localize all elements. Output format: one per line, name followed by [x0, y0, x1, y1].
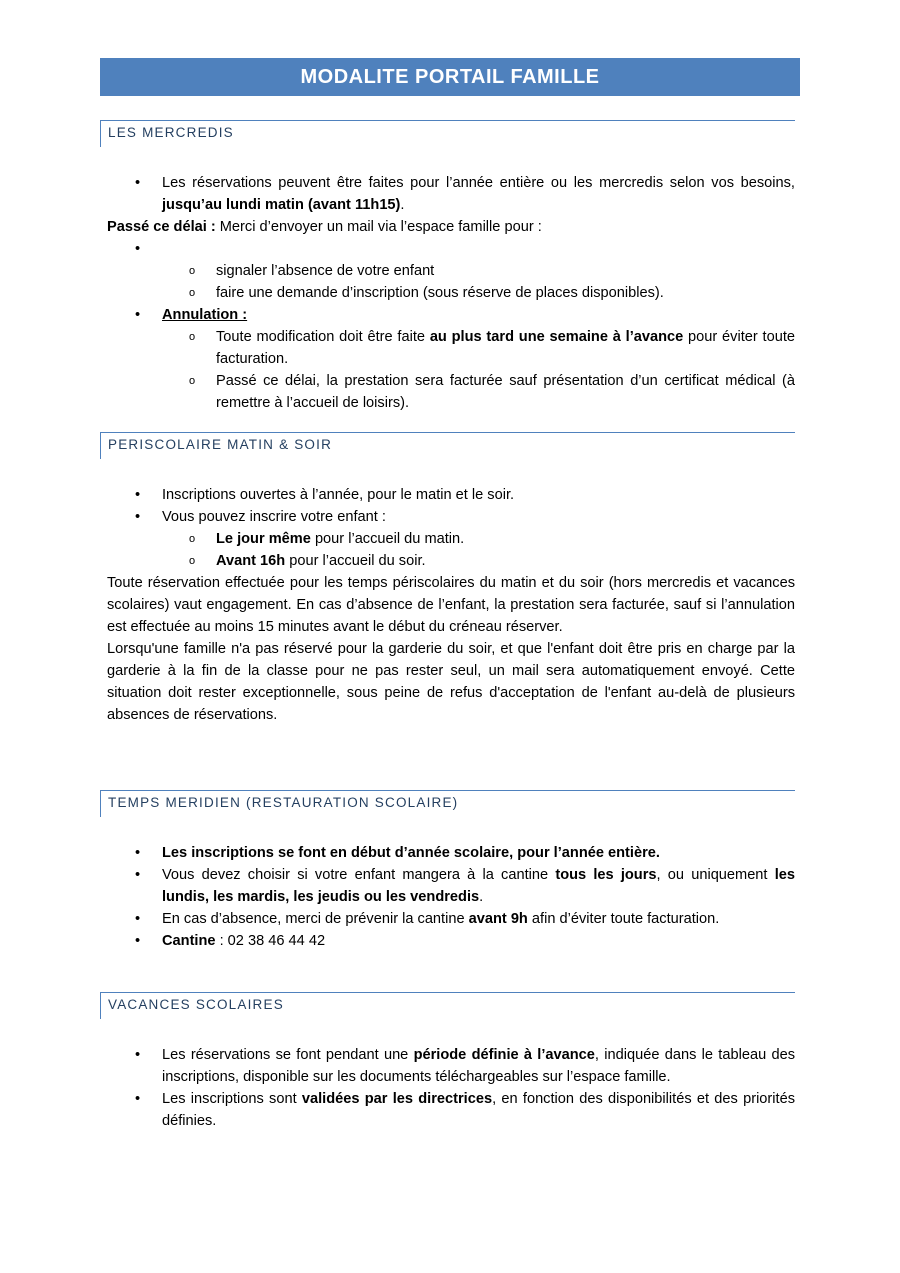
text: Les réservations se font pendant une [162, 1047, 414, 1063]
sub-list-item: o Passé ce délai, la prestation sera facturée sauf présentation d’un certificat médical (à remettre à l’accueil de loisirs). [100, 370, 795, 414]
section-heading: PERISCOLAIRE MATIN & SOIR [100, 432, 795, 459]
empty-list-item [100, 238, 795, 260]
bold-text: Cantine [162, 933, 216, 949]
text: pour l’accueil du soir. [285, 553, 426, 569]
paragraph: Toute réservation effectuée pour les temps périscolaires du matin et du soir (hors mercredis et vacances scolaires) vaut engagement. En cas d’absence de l’enfant, la prestation sera facturée, sauf si l’annulation est effectuée au moins 15 minutes avant le début du créneau réserver. [107, 575, 795, 635]
text: pour l’accueil du matin. [310, 531, 465, 547]
bold-text: validées par les directrices [301, 1091, 493, 1107]
section-temps-meridien [100, 790, 795, 952]
bold-text: Avant 16h [216, 553, 286, 569]
list-item [100, 172, 795, 216]
sub-list-item: o faire une demande d’inscription (sous réserve de places disponibles). [100, 282, 795, 304]
bold-text: au plus tard une semaine à l’avance [429, 329, 684, 345]
bold-text: avant 9h [468, 911, 528, 927]
bold-text: période définie à l’avance [413, 1047, 595, 1063]
section-vacances-scolaires [100, 992, 795, 1132]
text: pour éviter toute facturation. [216, 329, 795, 367]
bold-text: Le jour même [216, 531, 311, 547]
list-item [100, 1088, 795, 1132]
phone-number: : 02 38 46 44 42 [215, 933, 326, 949]
page-title: MODALITE PORTAIL FAMILLE [100, 58, 800, 96]
list-item [100, 908, 795, 930]
text: . [479, 889, 484, 905]
text: Les réservations peuvent être faites pour l’année entière ou les mercredis selon vos besoins, [162, 175, 795, 191]
paragraph: Lorsqu'une famille n'a pas réservé pour la garderie du soir, et que l'enfant doit être pris en charge par la garderie à la fin de la classe pour ne pas rester seul, un mail sera automatiquement envoyé. Cette situation doit rester exceptionnelle, sous peine de refus d'acceptation de l'enfant au-delà de plusieurs absences de réservations. [107, 641, 795, 723]
section-heading: TEMPS MERIDIEN (RESTAURATION SCOLAIRE) [100, 790, 795, 817]
sub-list-item: o signaler l’absence de votre enfant [100, 260, 795, 282]
text: , ou uniquement [656, 867, 775, 883]
section-mercredis [100, 120, 795, 414]
list-item [100, 304, 795, 326]
text: Merci d’envoyer un mail via l’espace famille pour : [215, 219, 542, 235]
text: Les inscriptions sont [162, 1091, 302, 1107]
sub-list-item [100, 550, 795, 572]
text: , indiquée dans le tableau des inscriptions, disponible sur les documents téléchargeables sur l’espace famille. [162, 1047, 795, 1085]
bold-underlined-text: Annulation : [162, 307, 248, 323]
sub-list-item [100, 326, 795, 370]
list-item [100, 1044, 795, 1088]
text: , en fonction des disponibilités et des priorités définies. [162, 1091, 795, 1129]
list-item [100, 930, 795, 952]
bold-text: les lundis, les mardis, les jeudis ou les vendredis [162, 867, 795, 905]
text: . [400, 197, 405, 213]
sub-list-item [100, 528, 795, 550]
text: afin d’éviter toute facturation. [527, 911, 720, 927]
text: Vous devez choisir si votre enfant mangera à la cantine [162, 867, 556, 883]
bold-text: Les inscriptions se font en début d’année scolaire, pour l’année entière. [162, 845, 660, 861]
list-item [100, 842, 795, 864]
section-heading: LES MERCREDIS [100, 120, 795, 147]
list-item: • Inscriptions ouvertes à l’année, pour le matin et le soir. [100, 484, 795, 506]
text: Toute modification doit être faite [216, 329, 430, 345]
list-item [100, 864, 795, 908]
bold-text: Passé ce délai : [107, 219, 216, 235]
section-heading: VACANCES SCOLAIRES [100, 992, 795, 1019]
list-item: • Vous pouvez inscrire votre enfant : [100, 506, 795, 528]
text: En cas d’absence, merci de prévenir la cantine [162, 911, 469, 927]
bold-text: jusqu’au lundi matin (avant 11h15) [162, 197, 401, 213]
paragraph [100, 216, 795, 238]
bold-text: tous les jours [555, 867, 657, 883]
section-periscolaire [100, 432, 795, 726]
